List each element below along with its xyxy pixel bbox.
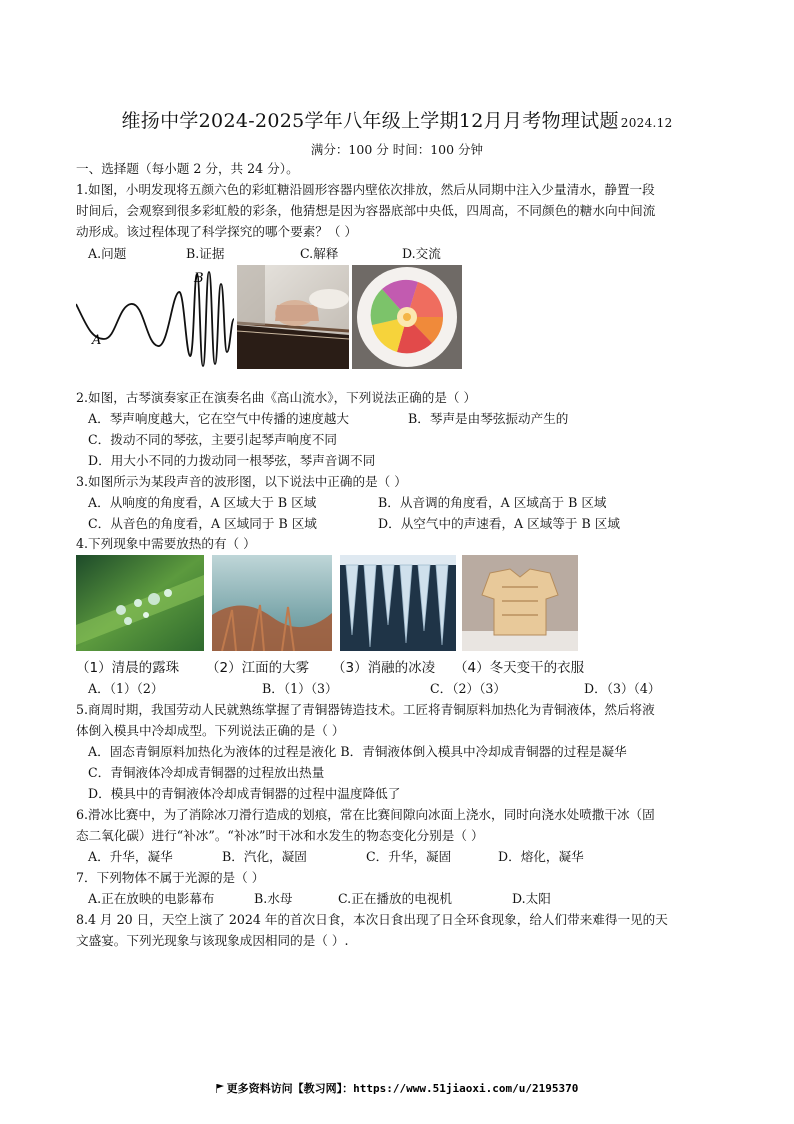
guqin-photo xyxy=(237,265,349,369)
q1-line-2: 时间后，会观察到很多彩虹般的彩条，他猜想是因为容器底部中央低，四周高，不同颜色的糖水向中间流 xyxy=(76,203,656,218)
frozen-clothes-photo xyxy=(462,555,578,651)
q5-line-1: 5.商周时期，我国劳动人民就熟练掌握了青铜器铸造技术。工匠将青铜原料加热化为青铜液体，然后将液 xyxy=(76,702,655,717)
q4-option-d: D．（3）（4） xyxy=(584,681,661,696)
q4-option-c: C．（2）（3） xyxy=(430,681,507,696)
footer xyxy=(0,1080,794,1096)
exam-subtitle: 满分：100 分 时间：100 分钟 xyxy=(310,142,484,157)
wave-label-b: B xyxy=(194,271,204,286)
q5-line-2: 体倒入模具中冷却成型。下列说法正确的是（ ） xyxy=(76,723,345,738)
q4-captions xyxy=(76,656,588,676)
q6-option-a: A．升华，凝华 xyxy=(88,849,173,864)
q3-stem: 3.如图所示为某段声音的波形图，以下说法中正确的是（ ） xyxy=(76,474,407,489)
q2-option-d: D．用大小不同的力拨动同一根琴弦，琴声音调不同 xyxy=(88,453,376,468)
q7-option-d: D.太阳 xyxy=(512,891,551,906)
exam-date: 2024.12 xyxy=(620,116,673,130)
q1-option-a: A.问题 xyxy=(88,246,127,261)
q6-option-d: D．熔化，凝华 xyxy=(498,849,584,864)
q6-option-c: C．升华，凝固 xyxy=(366,849,452,864)
footer-link[interactable]: 更多资料访问【教习网】：https://www.51jiaoxi.com/u/2195370 xyxy=(226,1082,579,1095)
q8-line-1: 8.4 月 20 日，天空上演了 2024 年的首次日食，本次日食出现了日全环食现象，给人们带来难得一见的天 xyxy=(76,912,668,927)
q1-line-3: 动形成。该过程体现了科学探究的哪个要素？（ ） xyxy=(76,224,358,239)
q7-stem: 7．下列物体不属于光源的是（ ） xyxy=(76,870,265,885)
q5-option-ab: A．固态青铜原料加热化为液体的过程是液化 B．青铜液体倒入模具中冷却成青铜器的过程是凝华 xyxy=(88,744,627,759)
q1-option-c: C.解释 xyxy=(300,246,339,261)
q1-option-b: B.证据 xyxy=(186,246,225,261)
q6-line-2: 态二氧化碳）进行“补冰”。“补冰”时干冰和水发生的物态变化分别是（ ） xyxy=(76,828,484,843)
wave-label-a: A xyxy=(92,333,102,348)
q4-option-a: A．（1）（2） xyxy=(88,681,164,696)
q2-option-a: A．琴声响度越大，它在空气中传播的速度越大 xyxy=(88,411,349,426)
q8-line-2: 文盛宴。下列光现象与该现象成因相同的是（ ）. xyxy=(76,933,349,948)
q1-line-1: 1.如图，小明发现将五颜六色的彩虹糖沿圆形容器内壁依次排放，然后从同期中注入少量清水，静置一段 xyxy=(76,182,655,197)
q4-caption-3: （3）消融的冰凌 xyxy=(332,660,436,676)
q3-option-a: A．从响度的角度看，A 区域大于 B 区域 xyxy=(88,495,317,510)
waveform-curve xyxy=(76,272,234,366)
q7-option-b: B.水母 xyxy=(254,891,293,906)
sound-waveform-figure xyxy=(76,264,236,374)
q6-option-b: B．汽化，凝固 xyxy=(222,849,307,864)
river-fog-photo xyxy=(212,555,332,651)
q5-option-c: C．青铜液体冷却成青铜器的过程放出热量 xyxy=(88,765,325,780)
dewdrops-photo xyxy=(76,555,204,651)
exam-title xyxy=(0,106,794,133)
q6-line-1: 6.滑冰比赛中，为了消除冰刀滑行造成的划痕，常在比赛间隙向冰面上浇水，同时向浇水处喷撒干冰（固 xyxy=(76,807,655,822)
q3-option-c: C．从音色的角度看，A 区域同于 B 区域 xyxy=(88,516,317,531)
q4-stem: 4.下列现象中需要放热的有（ ） xyxy=(76,536,256,551)
q7-option-a: A.正在放映的电影幕布 xyxy=(88,891,215,906)
q4-option-b: B．（1）（3） xyxy=(262,681,338,696)
q1-option-d: D.交流 xyxy=(402,246,441,261)
rainbow-candy-photo xyxy=(352,265,462,369)
q5-option-d: D．模具中的青铜液体冷却成青铜器的过程中温度降低了 xyxy=(88,786,401,801)
q2-option-c: C．拨动不同的琴弦，主要引起琴声响度不同 xyxy=(88,432,337,447)
icicles-photo xyxy=(340,555,456,651)
exam-title-text: 维扬中学2024-2025学年八年级上学期12月月考物理试题 xyxy=(121,110,619,132)
q7-option-c: C.正在播放的电视机 xyxy=(338,891,452,906)
q4-caption-1: （1）清晨的露珠 xyxy=(76,660,180,676)
q4-caption-4: （4）冬天变干的衣服 xyxy=(454,660,585,676)
section-heading: 一、选择题（每小题 2 分，共 24 分）。 xyxy=(76,161,299,176)
q2-stem: 2.如图，古琴演奏家正在演奏名曲《高山流水》，下列说法正确的是（ ） xyxy=(76,390,477,405)
q2-option-b: B．琴声是由琴弦振动产生的 xyxy=(408,411,569,426)
flag-icon xyxy=(216,1084,224,1093)
q3-option-d: D．从空气中的声速看，A 区域等于 B 区域 xyxy=(378,516,620,531)
q4-caption-2: （2）江面的大雾 xyxy=(206,660,310,676)
q3-option-b: B．从音调的角度看，A 区域高于 B 区域 xyxy=(378,495,607,510)
